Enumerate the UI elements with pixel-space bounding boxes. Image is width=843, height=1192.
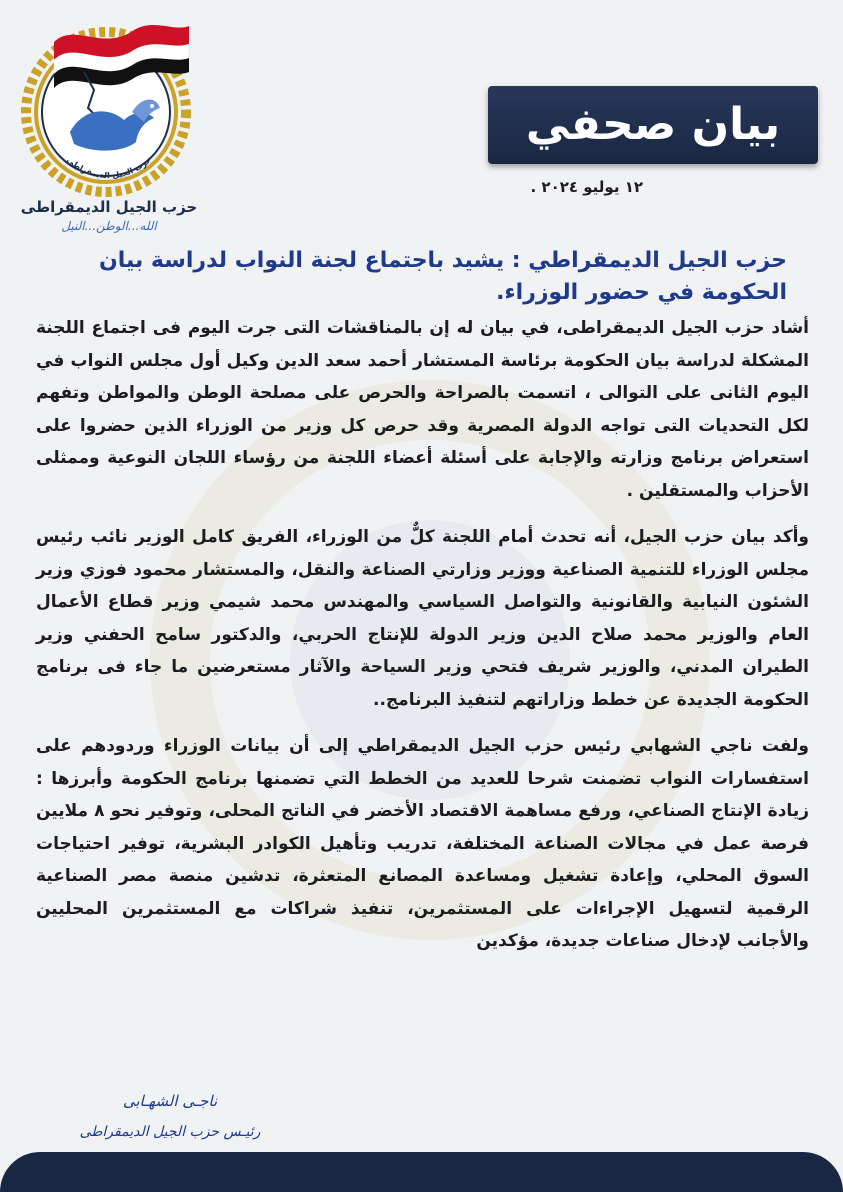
- signatory-title: رئيـس حزب الجيل الديمقراطى: [79, 1124, 261, 1140]
- press-release-title-box: [488, 86, 818, 164]
- signatory-name: ناجـى الشهـابى: [122, 1092, 218, 1110]
- paragraph: ولفت ناجي الشهابي رئيس حزب الجيل الديمقراطي إلى أن بيانات الوزراء وردودهم على استفسارات النواب تضمنت شرحا للعديد من الخطط التي تضمنها برنامج الحكومة وأبرزها : زيادة الإنتاج الصناعي، ورفع مساهمة الاقتصاد الأخضر في الناتج المحلى، وتوفير نحو ٨ ملايين فرصة عمل في مجالات الصناعة المختلفة، تدريب وتأهيل الكوادر البشرية، توفير احتياجات السوق المحلي، وإعادة تشغيل ومساعدة المصانع المتعثرة، تدشين منصة مصر الصناعية الرقمية لتسهيل الإجراءات على المستثمرين، تنفيذ شراكات مع المستثمرين المحليين والأجانب لإدخال صناعات جديدة، مؤكدين: [36, 736, 809, 951]
- logo-party-name: حزب الجيل الديمقراطى: [20, 198, 198, 216]
- party-logo: [14, 12, 204, 240]
- footer-bar: [0, 1152, 843, 1192]
- body-text: [36, 312, 809, 972]
- paragraph: وأكد بيان حزب الجيل، أنه تحدث أمام اللجنة كلٌّ من الوزراء، الفريق كامل الوزير نائب رئيس مجلس الوزراء للتنمية الصناعية ووزير وزارتي الصناعة والنقل، والمستشار محمود فوزي وزير الشئون النيابية والقانونية والتواصل السياسي والمهندس محمد شيمي وزير قطاع الأعمال العام والوزير محمد صلاح الدين وزير الدولة للإنتاج الحربي، والدكتور سامح الحفني وزير الطيران المدني، والوزير شريف فتحي وزير السياحة والآثار مستعرضين ما جاء فى برنامج الحكومة الجديدة عن خطط وزاراتهم لتنفيذ البرنامج..: [36, 527, 809, 710]
- headline: حزب الجيل الديمقراطي : يشيد باجتماع لجنة النواب لدراسة بيان الحكومة في حضور الوزراء.: [98, 248, 787, 305]
- paragraph: أشاد حزب الجيل الديمقراطى، في بيان له إن بالمناقشات التى جرت اليوم فى اجتماع اللجنة المشكلة لدراسة بيان الحكومة برئاسة المستشار أحمد سعد الدين وكيل أول مجلس النواب في اليوم الثانى على التوالى ، اتسمت بالصراحة والحرص على مصلحة الوطن والمواطن وتفهم لكل التحديات التى تواجه الدولة المصرية وقد حرص كل وزير من الوزراء الذين حضروا على استعراض برنامج وزارته والإجابة على أسئلة أعضاء اللجنة من رؤساء اللجان النوعية وممثلى الأحزاب والمستقلين .: [36, 318, 809, 501]
- logo-ring-text: حزب الجيل الديمقراطى: [65, 155, 153, 181]
- release-date: ١٢ يوليو ٢٠٢٤ .: [530, 178, 643, 196]
- signature-block: [60, 1092, 280, 1140]
- logo-slogan: الله...الوطن...النيل: [61, 219, 157, 233]
- logo-emblem-icon: [14, 12, 204, 202]
- page-title: بيان صحفي: [525, 99, 781, 150]
